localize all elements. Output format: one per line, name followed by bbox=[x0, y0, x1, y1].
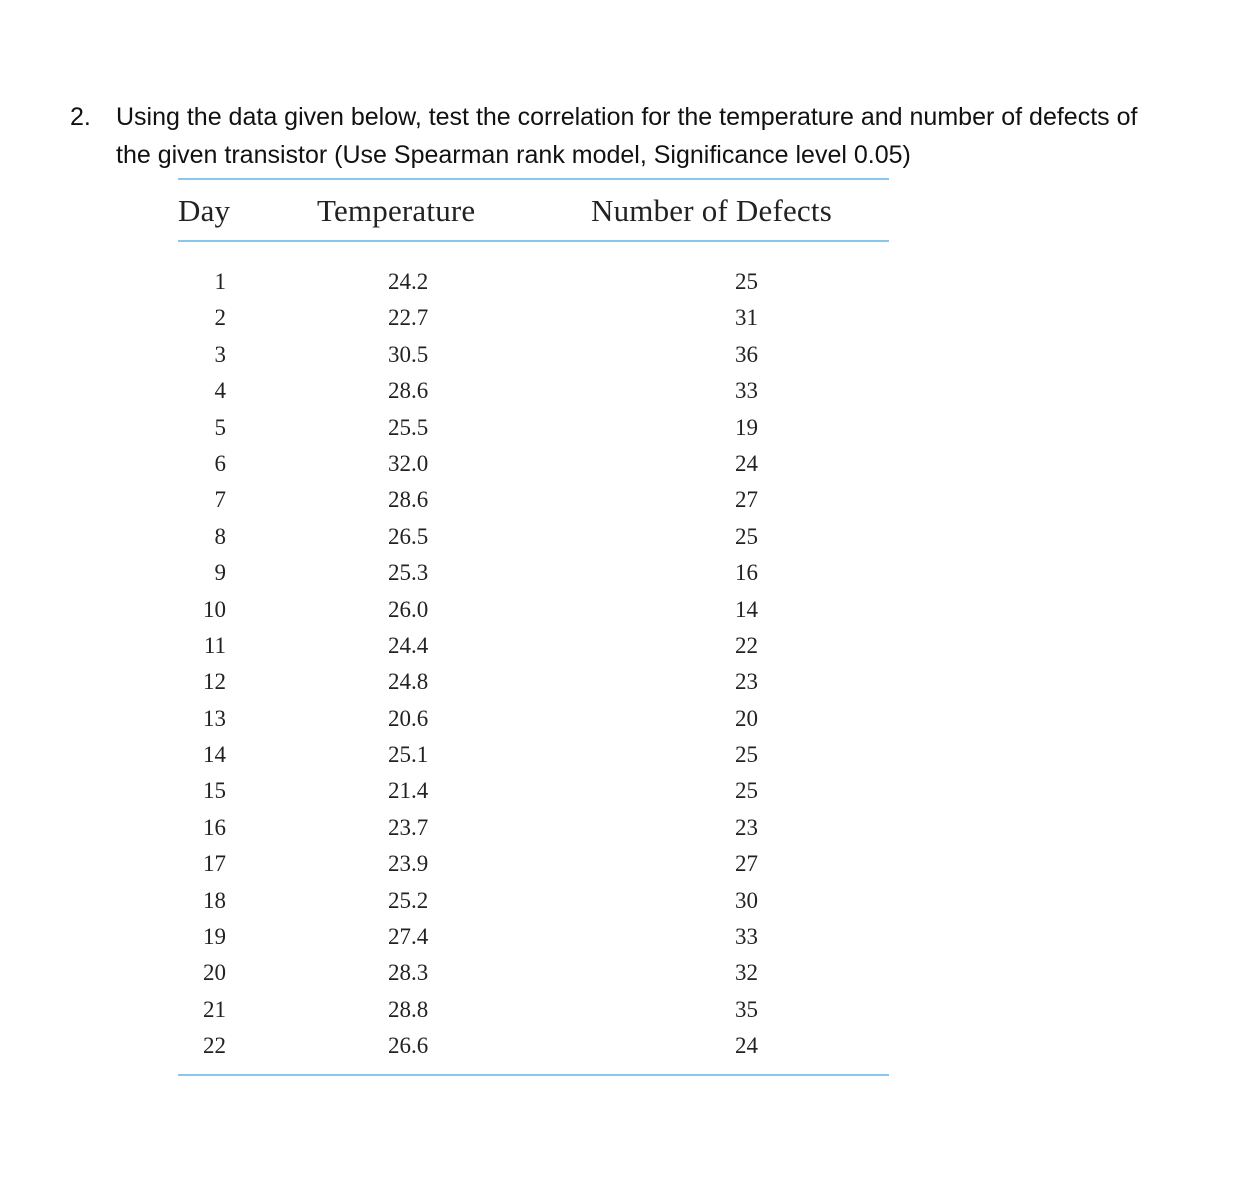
cell-temperature: 25.5 bbox=[388, 414, 429, 440]
cell-day: 10 bbox=[203, 596, 226, 622]
table-row bbox=[178, 846, 889, 882]
table-row bbox=[178, 482, 889, 518]
cell-defects: 31 bbox=[735, 305, 758, 331]
cell-day: 7 bbox=[214, 487, 226, 513]
table-row bbox=[178, 992, 889, 1028]
cell-defects: 25 bbox=[735, 523, 758, 549]
cell-day: 19 bbox=[203, 924, 226, 950]
cell-defects: 22 bbox=[735, 632, 758, 658]
cell-day: 9 bbox=[214, 560, 226, 586]
cell-day: 22 bbox=[203, 1033, 226, 1059]
cell-defects: 16 bbox=[735, 560, 758, 586]
cell-day: 6 bbox=[214, 450, 226, 476]
cell-temperature: 20.6 bbox=[388, 705, 429, 731]
table-row bbox=[178, 628, 889, 664]
cell-temperature: 26.6 bbox=[388, 1033, 429, 1059]
cell-defects: 23 bbox=[735, 669, 758, 695]
table-header-rule bbox=[178, 240, 889, 242]
cell-temperature: 27.4 bbox=[388, 924, 429, 950]
cell-day: 3 bbox=[214, 341, 226, 367]
cell-defects: 30 bbox=[735, 887, 758, 913]
cell-defects: 27 bbox=[735, 851, 758, 877]
cell-day: 2 bbox=[214, 305, 226, 331]
cell-day: 20 bbox=[203, 960, 226, 986]
table-row bbox=[178, 264, 889, 300]
cell-day: 16 bbox=[203, 814, 226, 840]
cell-temperature: 28.3 bbox=[388, 960, 429, 986]
cell-defects: 33 bbox=[735, 924, 758, 950]
cell-day: 21 bbox=[203, 996, 226, 1022]
cell-day: 5 bbox=[214, 414, 226, 440]
cell-day: 11 bbox=[203, 632, 226, 658]
cell-temperature: 24.8 bbox=[388, 669, 429, 695]
cell-temperature: 21.4 bbox=[388, 778, 429, 804]
cell-temperature: 25.3 bbox=[388, 560, 429, 586]
table-row bbox=[178, 592, 889, 628]
cell-temperature: 25.2 bbox=[388, 887, 429, 913]
table-row bbox=[178, 737, 889, 773]
table-row bbox=[178, 955, 889, 991]
cell-defects: 25 bbox=[735, 742, 758, 768]
cell-day: 15 bbox=[203, 778, 226, 804]
cell-temperature: 24.2 bbox=[388, 269, 429, 294]
table-bottom-rule bbox=[178, 1074, 889, 1076]
cell-defects: 35 bbox=[735, 996, 758, 1022]
column-header-day: Day bbox=[178, 193, 231, 228]
cell-defects: 23 bbox=[735, 814, 758, 840]
cell-temperature: 26.0 bbox=[388, 596, 429, 622]
cell-temperature: 28.6 bbox=[388, 487, 429, 513]
table-row bbox=[178, 410, 889, 446]
cell-temperature: 23.7 bbox=[388, 814, 429, 840]
cell-temperature: 30.5 bbox=[388, 341, 429, 367]
cell-temperature: 32.0 bbox=[388, 450, 429, 476]
table-row bbox=[178, 701, 889, 737]
cell-defects: 20 bbox=[735, 705, 758, 731]
table-row bbox=[178, 919, 889, 955]
cell-defects: 24 bbox=[735, 450, 758, 476]
cell-temperature: 25.1 bbox=[388, 742, 429, 768]
table-row bbox=[178, 519, 889, 555]
table-row bbox=[178, 810, 889, 846]
question-number: 2. bbox=[70, 103, 91, 131]
table-row bbox=[178, 555, 889, 591]
table-top-rule bbox=[178, 178, 889, 180]
question-body bbox=[116, 98, 1186, 174]
cell-defects: 33 bbox=[735, 378, 758, 404]
cell-day: 1 bbox=[214, 269, 226, 294]
cell-day: 12 bbox=[203, 669, 226, 695]
table-row bbox=[178, 300, 889, 336]
cell-day: 17 bbox=[203, 851, 226, 877]
cell-day: 18 bbox=[203, 887, 226, 913]
question-line-2: the given transistor (Use Spearman rank model, Significance level 0.05) bbox=[116, 141, 911, 169]
cell-defects: 32 bbox=[735, 960, 758, 986]
cell-temperature: 26.5 bbox=[388, 523, 429, 549]
cell-temperature: 24.4 bbox=[388, 632, 429, 658]
cell-day: 4 bbox=[214, 378, 226, 404]
cell-defects: 24 bbox=[735, 1033, 758, 1059]
cell-defects: 27 bbox=[735, 487, 758, 513]
table-row bbox=[178, 664, 889, 700]
table-row bbox=[178, 446, 889, 482]
table-row bbox=[178, 883, 889, 919]
column-header-temperature: Temperature bbox=[317, 193, 476, 228]
cell-temperature: 22.7 bbox=[388, 305, 429, 331]
cell-defects: 36 bbox=[735, 341, 758, 367]
cell-defects: 25 bbox=[735, 778, 758, 804]
cell-temperature: 28.6 bbox=[388, 378, 429, 404]
table-row bbox=[178, 1028, 889, 1064]
cell-day: 13 bbox=[203, 705, 226, 731]
column-header-defects: Number of Defects bbox=[591, 193, 832, 228]
table-body bbox=[178, 264, 889, 1065]
cell-day: 14 bbox=[203, 742, 226, 768]
cell-defects: 25 bbox=[735, 269, 758, 294]
cell-temperature: 28.8 bbox=[388, 996, 429, 1022]
cell-day: 8 bbox=[214, 523, 226, 549]
table-row bbox=[178, 773, 889, 809]
table-row bbox=[178, 337, 889, 373]
cell-defects: 14 bbox=[735, 596, 758, 622]
question-line-1: Using the data given below, test the correlation for the temperature and number of defects of bbox=[116, 103, 1138, 131]
table-row bbox=[178, 373, 889, 409]
cell-defects: 19 bbox=[735, 414, 758, 440]
cell-temperature: 23.9 bbox=[388, 851, 429, 877]
